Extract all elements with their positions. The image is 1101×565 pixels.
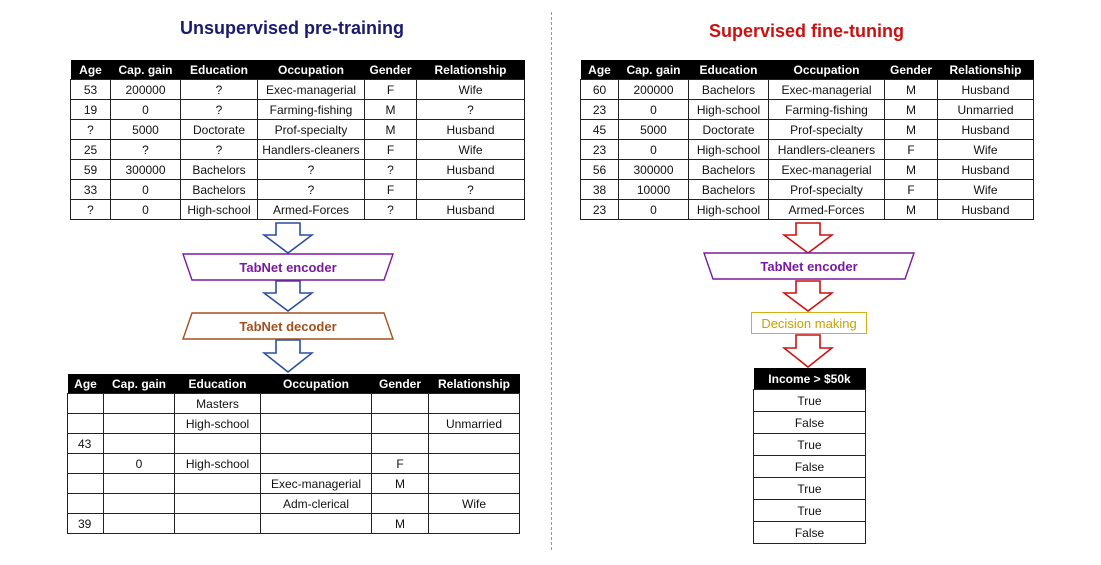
table-cell: Exec-managerial	[261, 474, 372, 494]
table-row	[68, 434, 520, 454]
column-header: Cap. gain	[619, 60, 689, 80]
table-cell: 0	[111, 200, 181, 220]
table-cell: Prof-specialty	[258, 120, 365, 140]
table-cell: Bachelors	[181, 160, 258, 180]
table-cell: 56	[581, 160, 619, 180]
column-header: Education	[689, 60, 769, 80]
column-header: Education	[181, 60, 258, 80]
table-cell: True	[754, 478, 866, 500]
table-row	[581, 80, 1034, 100]
table-cell: 53	[71, 80, 111, 100]
table-cell: False	[754, 456, 866, 478]
table-cell: M	[372, 514, 429, 534]
table-cell: 300000	[619, 160, 689, 180]
tabnet-encoder-block	[182, 253, 394, 281]
table-header-row	[71, 60, 525, 80]
table-cell: Bachelors	[689, 180, 769, 200]
table-cell: Bachelors	[689, 160, 769, 180]
column-header: Age	[581, 60, 619, 80]
table-cell	[261, 414, 372, 434]
table-cell	[372, 394, 429, 414]
table-cell	[104, 514, 175, 534]
table-cell: High-school	[689, 100, 769, 120]
table-cell	[68, 414, 104, 434]
table-cell: 39	[68, 514, 104, 534]
decoder-label: TabNet decoder	[239, 318, 337, 334]
table-cell: ?	[71, 120, 111, 140]
table-cell	[68, 394, 104, 414]
table-cell: M	[885, 100, 938, 120]
table-cell: 200000	[619, 80, 689, 100]
table-cell: Wife	[417, 80, 525, 100]
table-cell: True	[754, 434, 866, 456]
down-arrow-icon	[782, 334, 834, 368]
table-cell: Doctorate	[689, 120, 769, 140]
table-header-row	[581, 60, 1034, 80]
table-cell: Farming-fishing	[258, 100, 365, 120]
table-cell: Unmarried	[429, 414, 520, 434]
table-cell: Wife	[938, 140, 1034, 160]
pretraining-title: Unsupervised pre-training	[179, 18, 405, 38]
table-cell	[429, 474, 520, 494]
table-cell: M	[885, 80, 938, 100]
table-cell: 200000	[111, 80, 181, 100]
table-cell: True	[754, 390, 866, 412]
income-output-table	[753, 368, 866, 544]
column-header: Gender	[365, 60, 417, 80]
table-cell	[104, 414, 175, 434]
column-header: Cap. gain	[111, 60, 181, 80]
table-cell: 23	[581, 200, 619, 220]
income-header: Income > $50k	[754, 368, 866, 390]
table-cell: 5000	[619, 120, 689, 140]
table-cell	[68, 474, 104, 494]
down-arrow-icon	[262, 339, 314, 373]
table-cell	[104, 474, 175, 494]
table-cell	[175, 514, 261, 534]
table-cell: Husband	[417, 160, 525, 180]
table-cell: ?	[181, 100, 258, 120]
table-cell: Bachelors	[689, 80, 769, 100]
table-cell	[429, 454, 520, 474]
table-row	[754, 434, 866, 456]
table-cell: M	[365, 120, 417, 140]
table-cell: M	[365, 100, 417, 120]
column-header: Occupation	[261, 374, 372, 394]
table-cell	[261, 514, 372, 534]
table-cell: False	[754, 522, 866, 544]
table-row	[754, 412, 866, 434]
table-cell: F	[372, 454, 429, 474]
table-cell: Handlers-cleaners	[258, 140, 365, 160]
table-row	[581, 140, 1034, 160]
table-cell: Wife	[938, 180, 1034, 200]
table-header-row	[68, 374, 520, 394]
table-cell: ?	[258, 160, 365, 180]
table-cell: Masters	[175, 394, 261, 414]
table-cell	[372, 414, 429, 434]
table-cell	[68, 454, 104, 474]
table-cell: M	[885, 160, 938, 180]
table-row	[68, 414, 520, 434]
table-cell	[175, 494, 261, 514]
table-cell: F	[365, 180, 417, 200]
table-cell: 10000	[619, 180, 689, 200]
table-cell: Wife	[417, 140, 525, 160]
table-cell: 0	[111, 180, 181, 200]
table-cell: 23	[581, 100, 619, 120]
table-cell: Armed-Forces	[258, 200, 365, 220]
table-cell: ?	[417, 100, 525, 120]
table-row	[71, 180, 525, 200]
table-cell: Prof-specialty	[769, 180, 885, 200]
column-header: Gender	[885, 60, 938, 80]
column-header: Relationship	[429, 374, 520, 394]
table-cell: ?	[181, 80, 258, 100]
encoder-label: TabNet encoder	[760, 258, 858, 274]
table-cell	[175, 474, 261, 494]
section-divider	[551, 12, 552, 550]
table-row	[581, 100, 1034, 120]
finetuning-title: Supervised fine-tuning	[708, 21, 904, 41]
table-cell: High-school	[181, 200, 258, 220]
table-row	[581, 120, 1034, 140]
table-cell: 43	[68, 434, 104, 454]
table-cell: High-school	[689, 140, 769, 160]
table-cell: ?	[111, 140, 181, 160]
table-cell	[429, 394, 520, 414]
table-cell: 0	[111, 100, 181, 120]
table-cell: 60	[581, 80, 619, 100]
table-cell	[104, 394, 175, 414]
table-cell: Prof-specialty	[769, 120, 885, 140]
table-row	[754, 390, 866, 412]
table-cell	[175, 434, 261, 454]
table-row	[68, 494, 520, 514]
table-cell: M	[885, 200, 938, 220]
table-cell: ?	[417, 180, 525, 200]
table-cell: ?	[365, 160, 417, 180]
decision-making-block: Decision making	[751, 312, 867, 334]
table-cell: Farming-fishing	[769, 100, 885, 120]
table-row	[71, 80, 525, 100]
table-cell: F	[365, 80, 417, 100]
table-cell: 0	[619, 100, 689, 120]
table-cell	[261, 394, 372, 414]
table-cell: Doctorate	[181, 120, 258, 140]
table-cell	[372, 434, 429, 454]
column-header: Education	[175, 374, 261, 394]
column-header: Occupation	[258, 60, 365, 80]
table-row	[68, 514, 520, 534]
table-cell: Exec-managerial	[258, 80, 365, 100]
table-cell	[429, 434, 520, 454]
table-cell: 0	[619, 200, 689, 220]
table-row	[754, 456, 866, 478]
table-cell: Husband	[938, 80, 1034, 100]
pretraining-output-table	[67, 374, 520, 534]
down-arrow-icon	[262, 280, 314, 312]
table-row	[68, 394, 520, 414]
column-header: Relationship	[938, 60, 1034, 80]
table-cell: Adm-clerical	[261, 494, 372, 514]
table-cell: Unmarried	[938, 100, 1034, 120]
table-cell: False	[754, 412, 866, 434]
table-cell: F	[885, 180, 938, 200]
column-header: Age	[68, 374, 104, 394]
down-arrow-icon	[782, 222, 834, 254]
pretraining-input-table	[70, 60, 525, 220]
table-cell: ?	[181, 140, 258, 160]
table-cell: 300000	[111, 160, 181, 180]
table-row	[71, 160, 525, 180]
table-row	[71, 120, 525, 140]
table-cell: M	[372, 474, 429, 494]
table-row	[581, 160, 1034, 180]
table-row	[71, 100, 525, 120]
table-cell	[429, 514, 520, 534]
column-header: Gender	[372, 374, 429, 394]
table-row	[71, 200, 525, 220]
table-row	[754, 522, 866, 544]
table-cell: 5000	[111, 120, 181, 140]
table-row	[68, 474, 520, 494]
table-cell: 33	[71, 180, 111, 200]
table-cell: Husband	[938, 200, 1034, 220]
table-cell	[372, 494, 429, 514]
table-cell: Husband	[938, 120, 1034, 140]
table-cell: 45	[581, 120, 619, 140]
table-cell: Bachelors	[181, 180, 258, 200]
table-cell: High-school	[689, 200, 769, 220]
table-cell	[104, 494, 175, 514]
tabnet-decoder-block	[182, 312, 394, 340]
table-cell: ?	[71, 200, 111, 220]
table-cell: F	[885, 140, 938, 160]
encoder-label: TabNet encoder	[239, 259, 337, 275]
table-cell: 23	[581, 140, 619, 160]
table-cell: High-school	[175, 454, 261, 474]
table-cell: High-school	[175, 414, 261, 434]
down-arrow-icon	[782, 280, 834, 312]
column-header: Cap. gain	[104, 374, 175, 394]
down-arrow-icon	[262, 222, 314, 254]
table-cell: True	[754, 500, 866, 522]
finetuning-input-table	[580, 60, 1034, 220]
table-cell: 25	[71, 140, 111, 160]
table-cell: Exec-managerial	[769, 160, 885, 180]
table-cell	[261, 454, 372, 474]
table-cell: ?	[365, 200, 417, 220]
table-cell: 19	[71, 100, 111, 120]
table-cell: ?	[258, 180, 365, 200]
table-cell: Handlers-cleaners	[769, 140, 885, 160]
tabnet-encoder-block	[703, 252, 915, 280]
table-cell	[68, 494, 104, 514]
table-cell: Husband	[417, 200, 525, 220]
table-cell: Exec-managerial	[769, 80, 885, 100]
table-cell: M	[885, 120, 938, 140]
table-cell: Wife	[429, 494, 520, 514]
table-row	[581, 180, 1034, 200]
table-cell: Armed-Forces	[769, 200, 885, 220]
column-header: Occupation	[769, 60, 885, 80]
table-row	[581, 200, 1034, 220]
table-cell	[261, 434, 372, 454]
column-header: Age	[71, 60, 111, 80]
table-cell: 0	[619, 140, 689, 160]
table-cell: Husband	[417, 120, 525, 140]
table-cell: 59	[71, 160, 111, 180]
table-cell: 38	[581, 180, 619, 200]
table-row	[71, 140, 525, 160]
table-row	[754, 500, 866, 522]
table-cell: Husband	[938, 160, 1034, 180]
column-header: Relationship	[417, 60, 525, 80]
table-cell: F	[365, 140, 417, 160]
table-cell	[104, 434, 175, 454]
table-cell: 0	[104, 454, 175, 474]
table-row	[754, 478, 866, 500]
table-row	[68, 454, 520, 474]
